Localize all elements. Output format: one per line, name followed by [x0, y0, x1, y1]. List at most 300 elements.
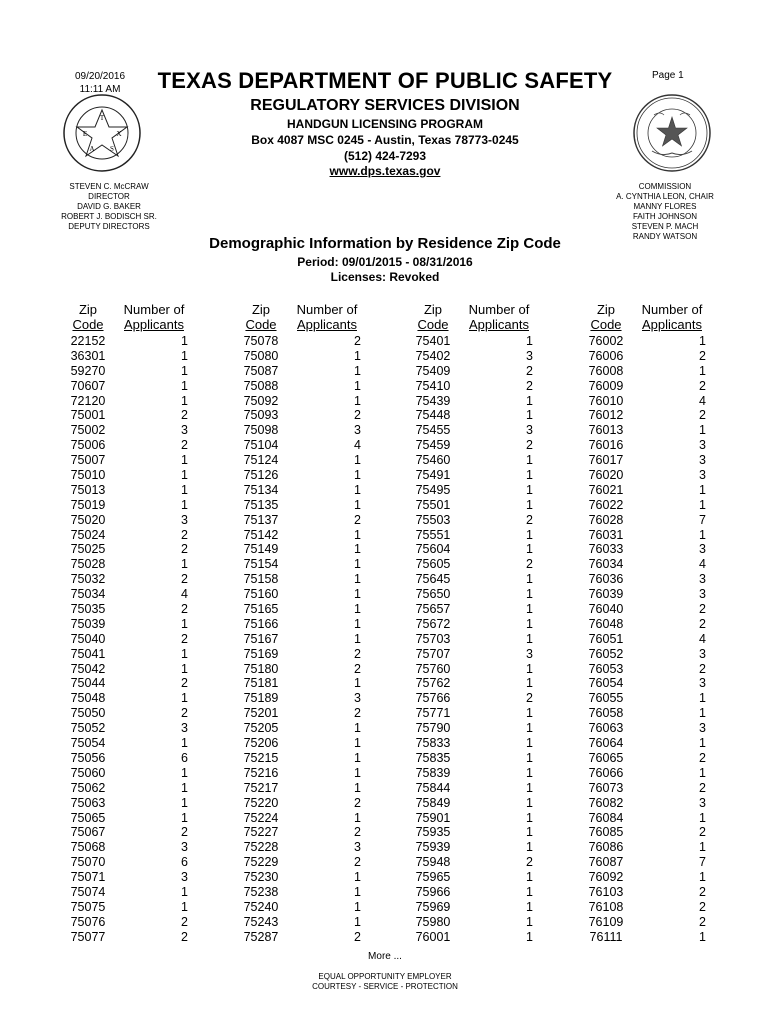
applicant-count-cell: 1	[181, 453, 188, 468]
zip-code-cell: 76020	[588, 468, 624, 483]
zip-code-cell: 75080	[243, 348, 279, 363]
applicant-count-cell: 1	[354, 765, 361, 780]
applicant-count-cell: 1	[181, 378, 188, 393]
zip-code-cell: 75939	[415, 840, 451, 855]
applicant-count-cell: 1	[526, 840, 533, 855]
zip-code-cell: 75401	[415, 334, 451, 348]
applicant-count-cell: 1	[181, 393, 188, 408]
applicant-count-cell: 2	[354, 646, 361, 661]
zip-code-cell: 75078	[243, 334, 279, 348]
applicant-count-cell: 1	[699, 423, 706, 438]
applicant-count-cell: 1	[354, 468, 361, 483]
zip-code-cell: 75459	[415, 438, 451, 453]
applicants-header	[118, 302, 190, 332]
applicant-count-cell: 1	[354, 750, 361, 765]
applicant-count-cell: 2	[699, 884, 706, 899]
zip-code-cell: 75056	[70, 750, 106, 765]
zip-code-cell: 76108	[588, 899, 624, 914]
applicant-count-cell: 1	[354, 884, 361, 899]
zip-code-cell: 75098	[243, 423, 279, 438]
zip-code-cell: 75028	[70, 557, 106, 572]
deputy-director-name: DAVID G. BAKER	[77, 202, 141, 211]
applicant-count-cell: 3	[699, 453, 706, 468]
dps-seal-icon	[62, 93, 142, 173]
zip-code-cell: 75216	[243, 765, 279, 780]
zip-code-cell: 75137	[243, 512, 279, 527]
zip-code-cell: 75771	[415, 706, 451, 721]
zip-code-cell: 75491	[415, 468, 451, 483]
commissioner-name: STEVEN P. MACH	[631, 222, 699, 231]
zip-code-cell: 75224	[243, 810, 279, 825]
zip-code-cell: 76010	[588, 393, 624, 408]
zip-code-cell: 75645	[415, 572, 451, 587]
zip-code-header	[239, 302, 283, 332]
applicant-count-cell: 1	[699, 497, 706, 512]
report-date: 09/20/2016	[75, 71, 126, 82]
applicant-count-cell: 3	[526, 348, 533, 363]
zip-code-cell: 76085	[588, 825, 624, 840]
applicant-count-cell: 1	[699, 334, 706, 348]
applicant-count-cell: 1	[526, 765, 533, 780]
applicant-count-cell: 2	[526, 438, 533, 453]
applicant-count-cell: 1	[526, 706, 533, 721]
applicant-count-cell: 1	[181, 557, 188, 572]
zip-code-cell: 75460	[415, 453, 451, 468]
zip-code-cell: 75169	[243, 646, 279, 661]
applicant-count-cell: 2	[354, 706, 361, 721]
zip-code-cell: 75707	[415, 646, 451, 661]
applicant-count-cell: 1	[354, 631, 361, 646]
applicant-count-cell: 1	[181, 334, 188, 348]
applicant-count-cell: 4	[699, 557, 706, 572]
applicant-count-cell: 1	[354, 616, 361, 631]
applicant-count-cell: 2	[699, 348, 706, 363]
zip-code-cell: 76039	[588, 587, 624, 602]
applicant-count-cell: 1	[354, 527, 361, 542]
zip-code-cell: 75409	[415, 363, 451, 378]
applicant-count-cell: 1	[181, 810, 188, 825]
page-number: Page 1	[652, 70, 684, 81]
zip-header-line1: Zip	[596, 302, 616, 317]
applicant-count-cell: 1	[526, 393, 533, 408]
zip-code-cell: 75839	[415, 765, 451, 780]
applicant-count-cell: 1	[526, 497, 533, 512]
zip-code-cell: 75068	[70, 840, 106, 855]
zip-header-line2: Code	[590, 317, 622, 332]
applicant-count-cell: 3	[699, 542, 706, 557]
zip-code-cell: 75074	[70, 884, 106, 899]
zip-code-cell: 75495	[415, 482, 451, 497]
deputy-director-name: ROBERT J. BODISCH SR.	[61, 212, 157, 221]
applicant-count-cell: 1	[181, 348, 188, 363]
zip-code-cell: 75062	[70, 780, 106, 795]
applicant-count-cell: 1	[526, 468, 533, 483]
commissioner-name: RANDY WATSON	[632, 232, 698, 241]
applicant-count-cell: 2	[699, 602, 706, 617]
zip-code-cell: 75065	[70, 810, 106, 825]
commission-chair: A. CYNTHIA LEON, CHAIR	[616, 192, 714, 201]
state-seal-icon	[632, 93, 712, 173]
zip-code-cell: 75067	[70, 825, 106, 840]
footer-eoe: EQUAL OPPORTUNITY EMPLOYER	[318, 972, 452, 981]
zip-code-cell: 75760	[415, 661, 451, 676]
applicant-count-cell: 2	[354, 795, 361, 810]
zip-code-cell: 75001	[70, 408, 106, 423]
zip-code-cell: 75672	[415, 616, 451, 631]
seal-letter-x: X	[116, 130, 122, 138]
zip-code-cell: 75240	[243, 899, 279, 914]
zip-code-cell: 76012	[588, 408, 624, 423]
zip-code-cell: 76022	[588, 497, 624, 512]
phone-number: (512) 424-7293	[343, 149, 427, 163]
applicant-count-cell: 1	[181, 691, 188, 706]
commission-list	[600, 182, 730, 242]
applicant-count-cell: 4	[354, 438, 361, 453]
zip-code-cell: 75071	[70, 870, 106, 885]
footer	[0, 972, 770, 992]
applicant-count-cell: 2	[181, 825, 188, 840]
applicant-count-cell: 1	[354, 721, 361, 736]
zip-code-cell: 75229	[243, 855, 279, 870]
zip-code-cell: 75134	[243, 482, 279, 497]
applicant-count-cell: 1	[526, 736, 533, 751]
zip-code-cell: 75077	[70, 929, 106, 944]
zip-code-cell: 75135	[243, 497, 279, 512]
applicant-count-cell: 2	[699, 914, 706, 929]
zip-code-cell: 76082	[588, 795, 624, 810]
zip-code-cell: 75063	[70, 795, 106, 810]
applicant-count-cell: 1	[181, 363, 188, 378]
applicant-count-cell: 1	[181, 646, 188, 661]
zip-code-cell: 75002	[70, 423, 106, 438]
commissioner-name: FAITH JOHNSON	[632, 212, 697, 221]
applicant-count-cell: 2	[526, 512, 533, 527]
applicant-count-cell: 2	[699, 780, 706, 795]
applicant-count-cell: 1	[354, 378, 361, 393]
zip-code-cell: 75849	[415, 795, 451, 810]
zip-code-cell: 75604	[415, 542, 451, 557]
zip-code-cell: 76103	[588, 884, 624, 899]
zip-code-cell: 75501	[415, 497, 451, 512]
zip-code-cell: 75966	[415, 884, 451, 899]
applicant-count-cell: 1	[526, 780, 533, 795]
zip-code-cell: 76055	[588, 691, 624, 706]
zip-code-cell: 75160	[243, 587, 279, 602]
zip-code-cell: 75041	[70, 646, 106, 661]
zip-code-cell: 75439	[415, 393, 451, 408]
zip-code-cell: 75790	[415, 721, 451, 736]
zip-code-cell: 75965	[415, 870, 451, 885]
applicant-count-cell: 1	[181, 736, 188, 751]
applicant-count-cell: 1	[181, 616, 188, 631]
applicant-count-cell: 2	[699, 616, 706, 631]
applicant-count-cell: 2	[699, 408, 706, 423]
zip-header-line2: Code	[72, 317, 104, 332]
applicant-count-cell: 3	[526, 646, 533, 661]
zip-code-cell: 76052	[588, 646, 624, 661]
page-title: TEXAS DEPARTMENT OF PUBLIC SAFETY	[157, 68, 613, 93]
applicant-count-cell: 2	[181, 929, 188, 944]
zip-code-cell: 75650	[415, 587, 451, 602]
applicants-header	[291, 302, 363, 332]
zip-code-cell: 76065	[588, 750, 624, 765]
applicant-count-cell: 1	[354, 453, 361, 468]
applicant-count-cell: 2	[354, 512, 361, 527]
zip-code-cell: 75833	[415, 736, 451, 751]
zip-code-cell: 75087	[243, 363, 279, 378]
applicant-count-cell: 1	[526, 482, 533, 497]
zip-code-cell: 75149	[243, 542, 279, 557]
applicant-count-cell: 1	[181, 482, 188, 497]
zip-code-cell: 75551	[415, 527, 451, 542]
zip-code-cell: 75189	[243, 691, 279, 706]
zip-code-cell: 76086	[588, 840, 624, 855]
applicant-count-cell: 3	[699, 468, 706, 483]
zip-code-cell: 75025	[70, 542, 106, 557]
applicant-count-cell: 1	[181, 765, 188, 780]
zip-code-cell: 75054	[70, 736, 106, 751]
applicant-count-cell: 6	[181, 750, 188, 765]
applicant-count-cell: 1	[526, 884, 533, 899]
zip-code-cell: 75124	[243, 453, 279, 468]
zip-code-cell: 75050	[70, 706, 106, 721]
zip-code-cell: 76033	[588, 542, 624, 557]
applicant-count-cell: 7	[699, 855, 706, 870]
website-link[interactable]: www.dps.texas.gov	[329, 164, 441, 178]
director-title: DIRECTOR	[88, 192, 130, 201]
zip-header-line1: Zip	[423, 302, 443, 317]
zip-code-cell: 76111	[589, 929, 623, 944]
zip-code-cell: 75052	[70, 721, 106, 736]
applicant-count-cell: 3	[526, 423, 533, 438]
applicant-count-cell: 1	[354, 736, 361, 751]
zip-code-cell: 75217	[243, 780, 279, 795]
applicant-count-cell: 1	[699, 706, 706, 721]
zip-code-cell: 75042	[70, 661, 106, 676]
applicant-count-cell: 3	[699, 676, 706, 691]
zip-code-cell: 75180	[243, 661, 279, 676]
applicant-count-cell: 1	[699, 736, 706, 751]
applicant-count-cell: 1	[354, 363, 361, 378]
applicant-count-cell: 1	[526, 453, 533, 468]
zip-code-cell: 75093	[243, 408, 279, 423]
applicant-count-cell: 2	[181, 631, 188, 646]
applicant-count-cell: 1	[526, 616, 533, 631]
zip-header-line2: Code	[417, 317, 449, 332]
applicant-count-cell: 1	[699, 527, 706, 542]
applicant-count-cell: 1	[354, 497, 361, 512]
zip-code-cell: 75092	[243, 393, 279, 408]
applicant-count-cell: 2	[181, 527, 188, 542]
division-name: REGULATORY SERVICES DIVISION	[250, 97, 520, 114]
applicants-header-line1: Number of	[123, 302, 185, 317]
applicant-count-cell: 3	[181, 423, 188, 438]
zip-code-header	[66, 302, 110, 332]
applicant-count-cell: 2	[526, 378, 533, 393]
applicant-count-cell: 1	[699, 482, 706, 497]
zip-code-cell: 76001	[415, 929, 451, 944]
zip-code-cell: 75010	[70, 468, 106, 483]
applicant-count-cell: 1	[526, 572, 533, 587]
applicant-count-cell: 2	[354, 334, 361, 348]
applicant-count-cell: 2	[699, 661, 706, 676]
seal-letter-e: E	[82, 130, 88, 138]
zip-code-cell: 76017	[588, 453, 624, 468]
applicant-count-cell: 1	[699, 870, 706, 885]
zip-code-cell: 76016	[588, 438, 624, 453]
applicant-count-cell: 1	[181, 468, 188, 483]
zip-code-cell: 75503	[415, 512, 451, 527]
applicant-count-cell: 2	[181, 572, 188, 587]
report-title: Demographic Information by Residence Zip Code	[209, 235, 561, 252]
zip-code-cell: 76031	[588, 527, 624, 542]
applicants-header-line2: Applicants	[642, 317, 702, 332]
applicants-header	[463, 302, 535, 332]
zip-code-cell: 75766	[415, 691, 451, 706]
zip-code-cell: 75024	[70, 527, 106, 542]
more-indicator: More ...	[368, 951, 402, 962]
zip-code-cell: 75126	[243, 468, 279, 483]
zip-code-cell: 75227	[243, 825, 279, 840]
applicant-count-cell: 1	[699, 929, 706, 944]
zip-code-cell: 75703	[415, 631, 451, 646]
zip-code-cell: 75215	[243, 750, 279, 765]
zip-code-cell: 70607	[70, 378, 106, 393]
applicants-header-line2: Applicants	[124, 317, 184, 332]
zip-code-cell: 76028	[588, 512, 624, 527]
zip-code-cell: 76092	[588, 870, 624, 885]
zip-code-header	[584, 302, 628, 332]
applicant-count-cell: 2	[354, 408, 361, 423]
applicant-count-cell: 3	[699, 721, 706, 736]
zip-code-cell: 75181	[243, 676, 279, 691]
zip-code-cell: 75762	[415, 676, 451, 691]
applicant-count-cell: 2	[181, 438, 188, 453]
zip-code-cell: 76058	[588, 706, 624, 721]
applicant-count-cell: 2	[526, 691, 533, 706]
applicants-header-line2: Applicants	[297, 317, 357, 332]
seal-letter-s: S	[110, 145, 114, 153]
applicant-count-cell: 3	[699, 572, 706, 587]
zip-code-cell: 76006	[588, 348, 624, 363]
applicant-count-cell: 2	[354, 929, 361, 944]
zip-code-cell: 75034	[70, 587, 106, 602]
zip-code-cell: 76009	[588, 378, 624, 393]
applicant-count-cell: 1	[526, 914, 533, 929]
zip-code-cell: 75901	[415, 810, 451, 825]
zip-header-line1: Zip	[78, 302, 98, 317]
zip-code-cell: 76054	[588, 676, 624, 691]
applicant-count-cell: 1	[526, 676, 533, 691]
zip-code-cell: 76053	[588, 661, 624, 676]
zip-code-cell: 76064	[588, 736, 624, 751]
applicant-count-cell: 6	[181, 855, 188, 870]
applicant-count-cell: 2	[699, 899, 706, 914]
applicant-count-cell: 2	[526, 855, 533, 870]
zip-code-cell: 75076	[70, 914, 106, 929]
applicant-count-cell: 2	[526, 363, 533, 378]
applicant-count-cell: 2	[181, 914, 188, 929]
zip-code-cell: 75167	[243, 631, 279, 646]
applicant-count-cell: 3	[181, 721, 188, 736]
zip-code-cell: 75980	[415, 914, 451, 929]
applicant-count-cell: 2	[526, 557, 533, 572]
commissioner-name: MANNY FLORES	[633, 202, 697, 211]
zip-code-cell: 75657	[415, 602, 451, 617]
zip-code-cell: 75158	[243, 572, 279, 587]
zip-code-cell: 75165	[243, 602, 279, 617]
seal-letter-t: T	[99, 114, 105, 122]
applicant-count-cell: 1	[526, 527, 533, 542]
applicant-count-cell: 1	[354, 602, 361, 617]
zip-code-cell: 75220	[243, 795, 279, 810]
zip-code-cell: 75070	[70, 855, 106, 870]
applicant-count-cell: 3	[699, 795, 706, 810]
applicants-header-line2: Applicants	[469, 317, 529, 332]
zip-code-cell: 75088	[243, 378, 279, 393]
applicant-count-cell: 1	[181, 780, 188, 795]
mailing-address: Box 4087 MSC 0245 - Austin, Texas 78773-0245	[251, 133, 519, 147]
zip-code-cell: 76013	[588, 423, 624, 438]
applicant-count-cell: 1	[181, 899, 188, 914]
zip-header-line1: Zip	[251, 302, 271, 317]
zip-code-cell: 75605	[415, 557, 451, 572]
applicant-count-cell: 1	[354, 542, 361, 557]
zip-code-cell: 75013	[70, 482, 106, 497]
applicant-count-cell: 2	[181, 706, 188, 721]
applicant-count-cell: 3	[181, 512, 188, 527]
zip-code-cell: 75455	[415, 423, 451, 438]
zip-code-cell: 76002	[588, 334, 624, 348]
applicant-count-cell: 2	[181, 408, 188, 423]
applicant-count-cell: 3	[354, 423, 361, 438]
zip-code-cell: 76036	[588, 572, 624, 587]
applicant-count-cell: 2	[354, 825, 361, 840]
zip-code-cell: 75201	[243, 706, 279, 721]
zip-code-cell: 75287	[243, 929, 279, 944]
applicant-count-cell: 1	[526, 825, 533, 840]
zip-code-cell: 76109	[588, 914, 624, 929]
zip-code-cell: 72120	[70, 393, 106, 408]
applicant-count-cell: 1	[526, 795, 533, 810]
zip-code-cell: 75040	[70, 631, 106, 646]
applicant-count-cell: 1	[526, 661, 533, 676]
zip-code-cell: 76066	[588, 765, 624, 780]
applicant-count-cell: 3	[699, 646, 706, 661]
applicant-count-cell: 1	[354, 572, 361, 587]
applicant-count-cell: 1	[526, 334, 533, 348]
zip-code-cell: 75039	[70, 616, 106, 631]
zip-code-cell: 75032	[70, 572, 106, 587]
applicant-count-cell: 2	[181, 676, 188, 691]
zip-code-cell: 75166	[243, 616, 279, 631]
applicant-count-cell: 4	[699, 631, 706, 646]
zip-code-cell: 76073	[588, 780, 624, 795]
deputy-directors-title: DEPUTY DIRECTORS	[68, 222, 150, 231]
applicant-count-cell: 1	[526, 631, 533, 646]
zip-code-cell: 75948	[415, 855, 451, 870]
applicant-count-cell: 1	[526, 542, 533, 557]
zip-code-cell: 75020	[70, 512, 106, 527]
applicant-count-cell: 3	[699, 587, 706, 602]
applicant-count-cell: 4	[699, 393, 706, 408]
applicant-count-cell: 1	[526, 408, 533, 423]
applicant-count-cell: 3	[699, 438, 706, 453]
program-name: HANDGUN LICENSING PROGRAM	[286, 117, 483, 131]
zip-code-cell: 36301	[70, 348, 106, 363]
applicant-count-cell: 3	[354, 840, 361, 855]
applicant-count-cell: 1	[354, 557, 361, 572]
